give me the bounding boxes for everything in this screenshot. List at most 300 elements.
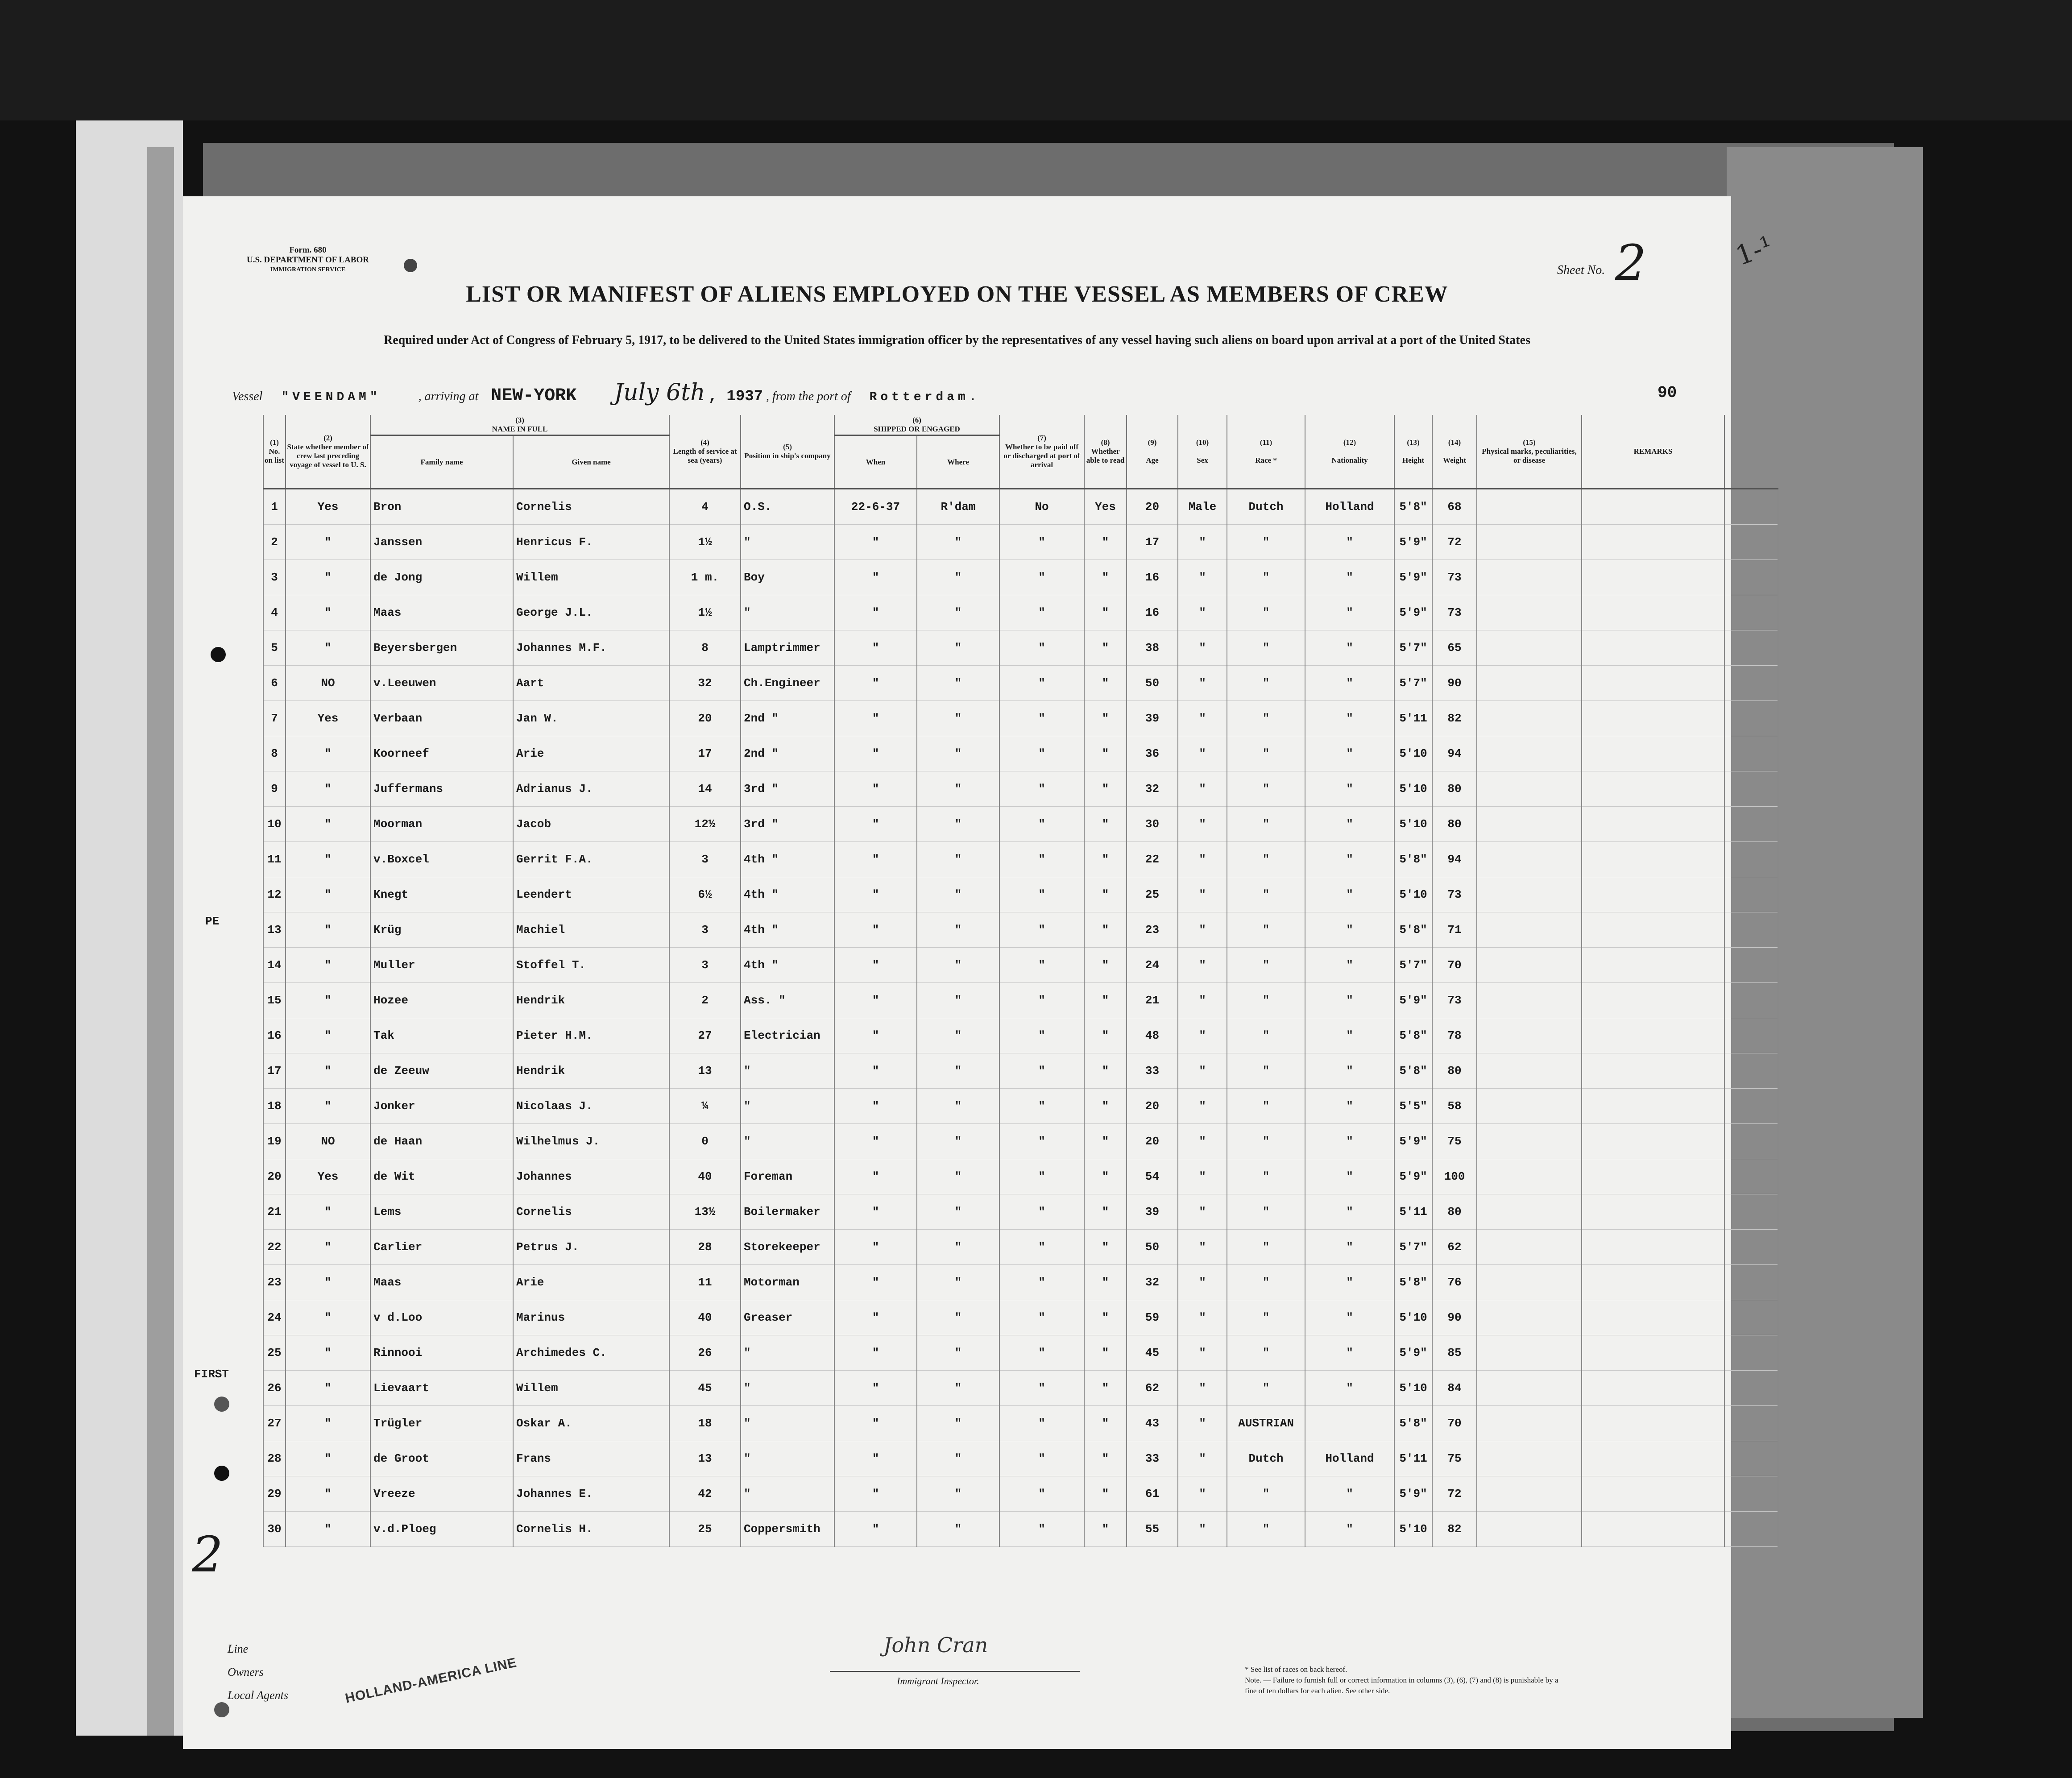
cell-length: 28 bbox=[669, 1230, 741, 1265]
cell-blank bbox=[1724, 736, 1778, 771]
col-label: Length of service at sea (years) bbox=[673, 447, 737, 464]
cell-remarks bbox=[1582, 1335, 1724, 1371]
cell-where: " bbox=[917, 842, 999, 877]
row-margin bbox=[210, 842, 263, 877]
agents-label: Local Agents bbox=[228, 1689, 289, 1702]
row-margin bbox=[210, 1124, 263, 1159]
cell-state: " bbox=[286, 1406, 370, 1441]
sheet-number: 2 bbox=[1615, 234, 1646, 291]
cell-nationality: " bbox=[1305, 1371, 1394, 1406]
cell-paid: " bbox=[999, 1335, 1084, 1371]
cell-remarks bbox=[1582, 701, 1724, 736]
table-row bbox=[210, 525, 1778, 560]
cell-where: " bbox=[917, 1335, 999, 1371]
cell-given: Willem bbox=[513, 1371, 669, 1406]
line-stamp: HOLLAND-AMERICA LINE bbox=[344, 1655, 518, 1706]
cell-length: 40 bbox=[669, 1159, 741, 1194]
cell-given: Willem bbox=[513, 560, 669, 595]
cell-read: " bbox=[1084, 630, 1127, 666]
cell-family: Knegt bbox=[370, 877, 513, 912]
cell-height: 5'9" bbox=[1394, 525, 1432, 560]
margin-number: 2 bbox=[192, 1526, 223, 1583]
cell-state: " bbox=[286, 630, 370, 666]
cell-no: 18 bbox=[263, 1089, 286, 1124]
cell-blank bbox=[1724, 877, 1778, 912]
cell-where: " bbox=[917, 1194, 999, 1230]
cell-when: " bbox=[834, 736, 917, 771]
punch-hole bbox=[214, 1397, 229, 1412]
cell-nationality: " bbox=[1305, 1512, 1394, 1547]
manifest-table bbox=[210, 415, 1778, 1547]
cell-race: " bbox=[1227, 1371, 1305, 1406]
cell-sex: " bbox=[1178, 1335, 1227, 1371]
cell-given: Wilhelmus J. bbox=[513, 1124, 669, 1159]
cell-family: de Wit bbox=[370, 1159, 513, 1194]
table-row bbox=[210, 630, 1778, 666]
cell-given: Gerrit F.A. bbox=[513, 842, 669, 877]
manifest-body bbox=[210, 489, 1778, 1547]
cell-race: " bbox=[1227, 1335, 1305, 1371]
cell-length: 13 bbox=[669, 1441, 741, 1476]
cell-state: " bbox=[286, 1194, 370, 1230]
cell-height: 5'11 bbox=[1394, 1441, 1432, 1476]
cell-given: George J.L. bbox=[513, 595, 669, 630]
cell-state: " bbox=[286, 1512, 370, 1547]
cell-height: 5'10 bbox=[1394, 1300, 1432, 1335]
cell-nationality: " bbox=[1305, 630, 1394, 666]
cell-race: " bbox=[1227, 1300, 1305, 1335]
cell-read: " bbox=[1084, 525, 1127, 560]
cell-read: " bbox=[1084, 1053, 1127, 1089]
cell-when: " bbox=[834, 1335, 917, 1371]
cell-length: 3 bbox=[669, 842, 741, 877]
cell-physical bbox=[1477, 771, 1582, 807]
cell-height: 5'10 bbox=[1394, 877, 1432, 912]
cell-read: " bbox=[1084, 1406, 1127, 1441]
cell-physical bbox=[1477, 1371, 1582, 1406]
cell-length: 4 bbox=[669, 489, 741, 525]
cell-given: Arie bbox=[513, 1265, 669, 1300]
cell-paid: " bbox=[999, 948, 1084, 983]
row-margin bbox=[210, 1018, 263, 1053]
cell-state: " bbox=[286, 948, 370, 983]
cell-weight: 100 bbox=[1432, 1159, 1477, 1194]
cell-paid: " bbox=[999, 701, 1084, 736]
cell-where: " bbox=[917, 1089, 999, 1124]
cell-position: 4th " bbox=[741, 948, 834, 983]
cell-physical bbox=[1477, 1230, 1582, 1265]
cell-read: " bbox=[1084, 807, 1127, 842]
cell-age: 43 bbox=[1127, 1406, 1178, 1441]
cell-when: " bbox=[834, 1194, 917, 1230]
cell-sex: " bbox=[1178, 1124, 1227, 1159]
cell-paid: " bbox=[999, 1230, 1084, 1265]
cell-read: " bbox=[1084, 560, 1127, 595]
cell-read: " bbox=[1084, 595, 1127, 630]
margin-handwriting: 1-¹ bbox=[1731, 230, 1777, 272]
row-margin bbox=[210, 595, 263, 630]
cell-paid: " bbox=[999, 1018, 1084, 1053]
cell-paid: " bbox=[999, 912, 1084, 948]
col-num: (15) bbox=[1523, 438, 1536, 447]
manifest-sheet bbox=[183, 196, 1731, 1749]
cell-state: " bbox=[286, 595, 370, 630]
cell-remarks bbox=[1582, 1441, 1724, 1476]
form-number: Form. 680 bbox=[289, 245, 327, 255]
row-margin bbox=[210, 983, 263, 1018]
cell-nationality: " bbox=[1305, 1300, 1394, 1335]
cell-paid: " bbox=[999, 1371, 1084, 1406]
cell-blank bbox=[1724, 1512, 1778, 1547]
cell-remarks bbox=[1582, 912, 1724, 948]
cell-nationality: " bbox=[1305, 595, 1394, 630]
cell-where: " bbox=[917, 912, 999, 948]
cell-blank bbox=[1724, 1089, 1778, 1124]
table-row bbox=[210, 1159, 1778, 1194]
owners-label: Owners bbox=[228, 1666, 264, 1679]
film-border bbox=[0, 0, 2072, 120]
from-label: , from the port of bbox=[766, 390, 851, 403]
cell-paid: " bbox=[999, 1159, 1084, 1194]
cell-physical bbox=[1477, 1053, 1582, 1089]
cell-sex: " bbox=[1178, 1476, 1227, 1512]
punch-hole bbox=[211, 647, 226, 662]
cell-race: " bbox=[1227, 1089, 1305, 1124]
cell-position: Storekeeper bbox=[741, 1230, 834, 1265]
cell-nationality: " bbox=[1305, 1265, 1394, 1300]
cell-state: " bbox=[286, 1230, 370, 1265]
col-length-header bbox=[669, 415, 741, 489]
cell-read: " bbox=[1084, 1335, 1127, 1371]
cell-no: 17 bbox=[263, 1053, 286, 1089]
cell-read: " bbox=[1084, 736, 1127, 771]
cell-given: Pieter H.M. bbox=[513, 1018, 669, 1053]
cell-blank bbox=[1724, 1124, 1778, 1159]
cell-position: " bbox=[741, 1406, 834, 1441]
cell-position: Foreman bbox=[741, 1159, 834, 1194]
cell-age: 50 bbox=[1127, 1230, 1178, 1265]
col-height-header bbox=[1394, 415, 1432, 489]
cell-weight: 58 bbox=[1432, 1089, 1477, 1124]
table-row bbox=[210, 983, 1778, 1018]
cell-given: Johannes E. bbox=[513, 1476, 669, 1512]
cell-where: " bbox=[917, 948, 999, 983]
cell-given: Arie bbox=[513, 736, 669, 771]
cell-state: " bbox=[286, 1265, 370, 1300]
row-margin bbox=[210, 736, 263, 771]
cell-remarks bbox=[1582, 1124, 1724, 1159]
cell-family: v.Leeuwen bbox=[370, 666, 513, 701]
cell-height: 5'9" bbox=[1394, 595, 1432, 630]
cell-position: 3rd " bbox=[741, 807, 834, 842]
cell-sex: " bbox=[1178, 1441, 1227, 1476]
cell-weight: 65 bbox=[1432, 630, 1477, 666]
cell-state: " bbox=[286, 807, 370, 842]
col-label: Weight bbox=[1443, 456, 1466, 464]
cell-remarks bbox=[1582, 842, 1724, 877]
cell-race: " bbox=[1227, 525, 1305, 560]
cell-when: " bbox=[834, 1230, 917, 1265]
cell-when: " bbox=[834, 1371, 917, 1406]
cell-family: Trügler bbox=[370, 1406, 513, 1441]
cell-weight: 80 bbox=[1432, 807, 1477, 842]
cell-nationality: " bbox=[1305, 842, 1394, 877]
col-num: (12) bbox=[1343, 438, 1356, 447]
cell-physical bbox=[1477, 1476, 1582, 1512]
cell-height: 5'10 bbox=[1394, 736, 1432, 771]
cell-position: 3rd " bbox=[741, 771, 834, 807]
cell-height: 5'9" bbox=[1394, 1335, 1432, 1371]
table-row bbox=[210, 1406, 1778, 1441]
cell-sex: " bbox=[1178, 1371, 1227, 1406]
cell-when: " bbox=[834, 701, 917, 736]
col-label: SHIPPED OR ENGAGED bbox=[874, 425, 960, 433]
cell-no: 24 bbox=[263, 1300, 286, 1335]
cell-given: Machiel bbox=[513, 912, 669, 948]
cell-sex: " bbox=[1178, 1194, 1227, 1230]
cell-where: R'dam bbox=[917, 489, 999, 525]
cell-remarks bbox=[1582, 489, 1724, 525]
cell-when: " bbox=[834, 1476, 917, 1512]
cell-when: 22-6-37 bbox=[834, 489, 917, 525]
col-num: (3) bbox=[515, 416, 524, 424]
cell-paid: " bbox=[999, 1089, 1084, 1124]
cell-length: 27 bbox=[669, 1018, 741, 1053]
cell-where: " bbox=[917, 1124, 999, 1159]
cell-weight: 62 bbox=[1432, 1230, 1477, 1265]
cell-state: " bbox=[286, 736, 370, 771]
cell-paid: " bbox=[999, 807, 1084, 842]
cell-height: 5'5" bbox=[1394, 1089, 1432, 1124]
cell-given: Jacob bbox=[513, 807, 669, 842]
cell-when: " bbox=[834, 912, 917, 948]
cell-age: 50 bbox=[1127, 666, 1178, 701]
cell-no: 11 bbox=[263, 842, 286, 877]
cell-length: 6½ bbox=[669, 877, 741, 912]
cell-height: 5'8" bbox=[1394, 912, 1432, 948]
cell-paid: " bbox=[999, 1512, 1084, 1547]
cell-position: 2nd " bbox=[741, 701, 834, 736]
cell-race: Dutch bbox=[1227, 489, 1305, 525]
cell-physical bbox=[1477, 525, 1582, 560]
cell-position: " bbox=[741, 595, 834, 630]
cell-no: 15 bbox=[263, 983, 286, 1018]
cell-nationality: " bbox=[1305, 1053, 1394, 1089]
cell-blank bbox=[1724, 1406, 1778, 1441]
cell-no: 26 bbox=[263, 1371, 286, 1406]
col-label: Physical marks, peculiarities, or disease bbox=[1482, 447, 1577, 464]
cell-age: 23 bbox=[1127, 912, 1178, 948]
cell-race: " bbox=[1227, 595, 1305, 630]
cell-paid: " bbox=[999, 1124, 1084, 1159]
cell-position: Electrician bbox=[741, 1018, 834, 1053]
cell-blank bbox=[1724, 1441, 1778, 1476]
col-label: Age bbox=[1146, 456, 1159, 464]
cell-paid: " bbox=[999, 1194, 1084, 1230]
cell-given: Hendrik bbox=[513, 983, 669, 1018]
cell-paid: " bbox=[999, 1053, 1084, 1089]
cell-when: " bbox=[834, 948, 917, 983]
cell-blank bbox=[1724, 807, 1778, 842]
col-label: Position in ship's company bbox=[744, 452, 831, 460]
cell-physical bbox=[1477, 1335, 1582, 1371]
cell-height: 5'10 bbox=[1394, 807, 1432, 842]
cell-sex: " bbox=[1178, 1512, 1227, 1547]
cell-weight: 80 bbox=[1432, 771, 1477, 807]
cell-age: 24 bbox=[1127, 948, 1178, 983]
cell-no: 30 bbox=[263, 1512, 286, 1547]
cell-remarks bbox=[1582, 595, 1724, 630]
cell-race: " bbox=[1227, 630, 1305, 666]
table-row bbox=[210, 489, 1778, 525]
cell-no: 21 bbox=[263, 1194, 286, 1230]
col-state-header bbox=[286, 415, 370, 489]
cell-family: Tak bbox=[370, 1018, 513, 1053]
cell-given: Leendert bbox=[513, 877, 669, 912]
cell-weight: 76 bbox=[1432, 1265, 1477, 1300]
cell-weight: 71 bbox=[1432, 912, 1477, 948]
cell-nationality: " bbox=[1305, 807, 1394, 842]
cell-position: 4th " bbox=[741, 912, 834, 948]
cell-physical bbox=[1477, 630, 1582, 666]
table-row bbox=[210, 1335, 1778, 1371]
cell-where: " bbox=[917, 1406, 999, 1441]
row-margin bbox=[210, 1230, 263, 1265]
row-margin bbox=[210, 877, 263, 912]
col-label: Race * bbox=[1255, 456, 1277, 464]
table-row bbox=[210, 1265, 1778, 1300]
cell-weight: 75 bbox=[1432, 1124, 1477, 1159]
row-margin bbox=[210, 1265, 263, 1300]
col-remarks-header bbox=[1582, 415, 1724, 489]
row-margin bbox=[210, 771, 263, 807]
table-row bbox=[210, 842, 1778, 877]
cell-age: 61 bbox=[1127, 1476, 1178, 1512]
cell-blank bbox=[1724, 842, 1778, 877]
cell-race: " bbox=[1227, 912, 1305, 948]
cell-state: " bbox=[286, 1300, 370, 1335]
cell-nationality: " bbox=[1305, 1124, 1394, 1159]
cell-height: 5'9" bbox=[1394, 560, 1432, 595]
cell-given: Jan W. bbox=[513, 701, 669, 736]
cell-when: " bbox=[834, 1159, 917, 1194]
cell-sex: " bbox=[1178, 1159, 1227, 1194]
cell-blank bbox=[1724, 1159, 1778, 1194]
col-label: Whether to be paid off or discharged at port of arrival bbox=[1003, 443, 1080, 469]
cell-height: 5'8" bbox=[1394, 1053, 1432, 1089]
cell-state: " bbox=[286, 1053, 370, 1089]
table-row bbox=[210, 666, 1778, 701]
cell-physical bbox=[1477, 1159, 1582, 1194]
cell-where: " bbox=[917, 666, 999, 701]
cell-length: ¼ bbox=[669, 1089, 741, 1124]
cell-paid: " bbox=[999, 560, 1084, 595]
cell-family: v.d.Ploeg bbox=[370, 1512, 513, 1547]
cell-weight: 75 bbox=[1432, 1441, 1477, 1476]
cell-paid: " bbox=[999, 630, 1084, 666]
cell-when: " bbox=[834, 1124, 917, 1159]
cell-given: Adrianus J. bbox=[513, 771, 669, 807]
cell-nationality: " bbox=[1305, 983, 1394, 1018]
footnotes bbox=[1245, 1664, 1566, 1696]
cell-weight: 72 bbox=[1432, 1476, 1477, 1512]
cell-blank bbox=[1724, 1371, 1778, 1406]
cell-nationality: " bbox=[1305, 736, 1394, 771]
cell-no: 7 bbox=[263, 701, 286, 736]
cell-remarks bbox=[1582, 1476, 1724, 1512]
cell-family: Krüg bbox=[370, 912, 513, 948]
cell-state: Yes bbox=[286, 701, 370, 736]
col-shipped-header bbox=[834, 415, 999, 435]
col-race-header bbox=[1227, 415, 1305, 489]
cell-paid: " bbox=[999, 525, 1084, 560]
cell-position: " bbox=[741, 1124, 834, 1159]
cell-length: 25 bbox=[669, 1512, 741, 1547]
col-given-header: Given name bbox=[513, 435, 669, 489]
cell-state: NO bbox=[286, 1124, 370, 1159]
col-age-header bbox=[1127, 415, 1178, 489]
vessel-label: Vessel bbox=[232, 390, 263, 403]
page-title: LIST OR MANIFEST OF ALIENS EMPLOYED ON THE VESSEL AS MEMBERS OF CREW bbox=[466, 282, 1448, 307]
cell-remarks bbox=[1582, 1194, 1724, 1230]
cell-position: Ch.Engineer bbox=[741, 666, 834, 701]
col-num: (7) bbox=[1037, 434, 1046, 442]
cell-paid: " bbox=[999, 1300, 1084, 1335]
cell-paid: " bbox=[999, 666, 1084, 701]
cell-where: " bbox=[917, 1512, 999, 1547]
col-read-header bbox=[1084, 415, 1127, 489]
cell-length: 8 bbox=[669, 630, 741, 666]
cell-family: Carlier bbox=[370, 1230, 513, 1265]
cell-state: Yes bbox=[286, 1159, 370, 1194]
cell-weight: 73 bbox=[1432, 595, 1477, 630]
cell-no: 3 bbox=[263, 560, 286, 595]
cell-state: " bbox=[286, 1335, 370, 1371]
cell-height: 5'8" bbox=[1394, 1265, 1432, 1300]
table-row bbox=[210, 1053, 1778, 1089]
cell-read: " bbox=[1084, 1124, 1127, 1159]
cell-nationality: " bbox=[1305, 1335, 1394, 1371]
cell-read: " bbox=[1084, 1089, 1127, 1124]
row-margin bbox=[210, 701, 263, 736]
cell-family: de Jong bbox=[370, 560, 513, 595]
cell-age: 39 bbox=[1127, 701, 1178, 736]
footnote-races: * See list of races on back hereof. bbox=[1245, 1665, 1347, 1674]
cell-age: 16 bbox=[1127, 560, 1178, 595]
cell-no: 5 bbox=[263, 630, 286, 666]
cell-state: Yes bbox=[286, 489, 370, 525]
cell-remarks bbox=[1582, 560, 1724, 595]
cell-no: 22 bbox=[263, 1230, 286, 1265]
cell-height: 5'9" bbox=[1394, 1159, 1432, 1194]
cell-age: 54 bbox=[1127, 1159, 1178, 1194]
cell-physical bbox=[1477, 1265, 1582, 1300]
cell-height: 5'8" bbox=[1394, 1406, 1432, 1441]
cell-where: " bbox=[917, 701, 999, 736]
cell-race: " bbox=[1227, 701, 1305, 736]
col-label: State whether member of crew last preceding voyage of vessel to U. S. bbox=[287, 443, 369, 469]
cell-length: 2 bbox=[669, 983, 741, 1018]
cell-where: " bbox=[917, 595, 999, 630]
cell-height: 5'10 bbox=[1394, 771, 1432, 807]
cell-physical bbox=[1477, 1441, 1582, 1476]
cell-remarks bbox=[1582, 877, 1724, 912]
page-subtitle: Required under Act of Congress of February 5, 1917, to be delivered to the United States immigration officer by the representatives of any vessel having such aliens on board upon arrival at a port of the United States bbox=[384, 333, 1530, 347]
cell-height: 5'7" bbox=[1394, 948, 1432, 983]
cell-read: " bbox=[1084, 1512, 1127, 1547]
cell-family: Maas bbox=[370, 1265, 513, 1300]
cell-read: " bbox=[1084, 1230, 1127, 1265]
